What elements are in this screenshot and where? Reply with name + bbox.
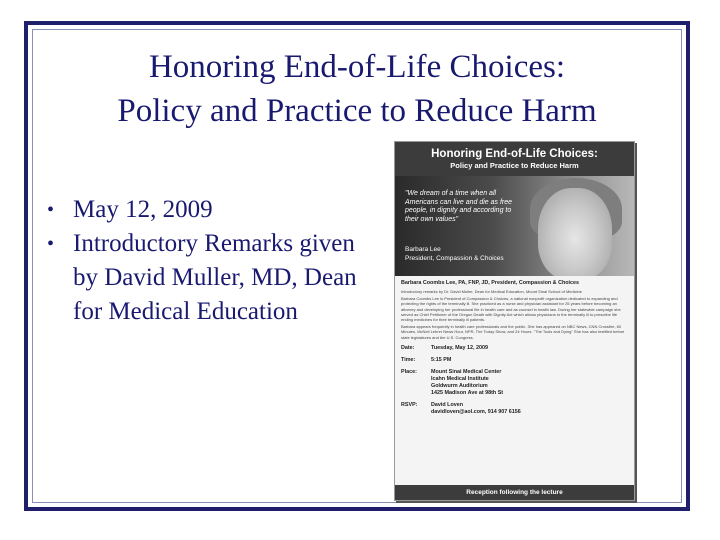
flyer-speaker-line: Barbara Coombs Lee, PA, FNP, JD, President, Compassion & Choices: [401, 280, 580, 286]
row-label: Place:: [401, 368, 417, 375]
flyer-row-place: [401, 369, 628, 397]
bullet-text-date: May 12, 2009: [73, 196, 213, 223]
flyer-bio-2: Barbara appears frequently in health care professionals and the public. She has appeared on NBC News, CNN Crossfire, 60 Minutes, McNeil Lehrer News Hour, NPR, The Today Show, and 24 Hours. "The Tools and Dying" She has also testified before state legislatures and the U.S. Congress.: [401, 324, 625, 340]
title-line-2: Policy and Practice to Reduce Harm: [117, 93, 597, 129]
flyer-quote-author: [405, 246, 504, 263]
flyer-quote: "We dream of a time when all Americans can live and die as free people, in dignity and according to their own values": [405, 190, 512, 223]
flyer-row-date: [401, 345, 628, 352]
flyer-subtitle: Policy and Practice to Reduce Harm: [450, 161, 579, 170]
event-flyer-image: [394, 141, 635, 501]
flyer-row-time: [401, 357, 628, 364]
bullet-dot-icon: •: [47, 199, 55, 221]
flyer-footer: Reception following the lecture: [395, 485, 634, 500]
speaker-face-shape: [538, 188, 612, 276]
slide-frame: [24, 21, 690, 511]
row-label: Time:: [401, 356, 416, 363]
flyer-details: [401, 345, 628, 416]
quote-author-title: President, Compassion & Choices: [405, 254, 504, 262]
row-value: 5:15 PM: [431, 356, 452, 363]
row-label: RSVP:: [401, 401, 418, 408]
row-value: Tuesday, May 12, 2009: [431, 344, 489, 351]
quote-author-name: Barbara Lee: [405, 246, 441, 253]
title-line-1: Honoring End-of-Life Choices:: [148, 49, 566, 85]
flyer-bio-1: Barbara Coombs Lee is President of Compassion & Choices, a national nonprofit organization dedicated to expanding and protecting the rights of the terminally ill. She practiced as a nurse and physician assistant for 25 years before becoming an attorney and developing her professional life in health care and as counsel in health law. During her statewide campaign she served as Chief Petitioner of the Oregon Death with Dignity Act which allows physicians to the terminally ill to prescribe life ending medicines for their terminally ill patients.: [401, 296, 621, 323]
bullet-dot-icon: •: [47, 233, 55, 255]
speaker-photo: [395, 176, 634, 276]
flyer-title: Honoring End-of-Life Choices:: [431, 148, 598, 160]
row-value: David Loven davidloven@aol.com, 914 907 6156: [431, 401, 521, 415]
bullet-list: [46, 193, 376, 329]
row-value: Mount Sinai Medical Center Icahn Medical Institute Goldwurm Auditorium 1425 Madison Ave at 98th St: [431, 368, 504, 396]
slide-title: [28, 45, 686, 133]
bullet-text-remarks: Introductory Remarks given by David Muller, MD, Dean for Medical Education: [73, 230, 357, 325]
bullet-item: [46, 193, 376, 227]
flyer-row-rsvp: [401, 402, 628, 416]
bullet-item: [46, 227, 376, 329]
row-label: Date:: [401, 344, 415, 351]
flyer-intro-line: Introductory remarks by Dr. David Muller, Dean for Medical Education, Mount Sinai School of Medicine: [401, 289, 582, 294]
flyer-header: [395, 142, 634, 176]
